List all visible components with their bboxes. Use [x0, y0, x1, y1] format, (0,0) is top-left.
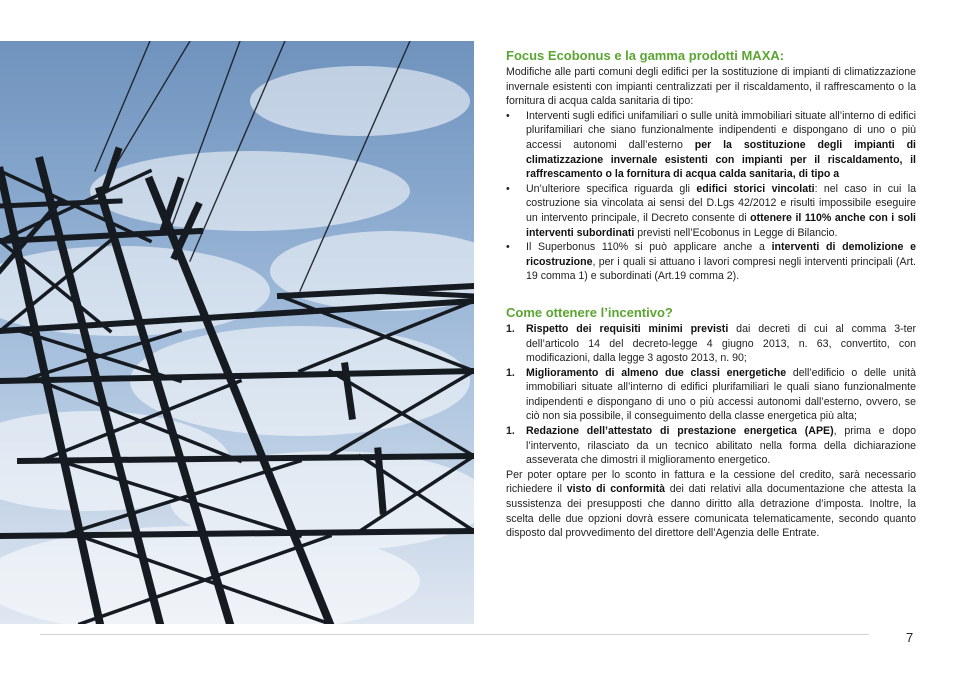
incentive-numbered-list [506, 322, 916, 468]
content-column [506, 48, 916, 541]
page-number: 7 [906, 630, 914, 645]
closing-paragraph: Per poter optare per lo sconto in fattura e la cessione del credito, sarà necessario richiedere il visto di conformità dei dati relativi alla documentazione che attesta la sussistenza dei presupposti che danno diritto alla detrazione d’imposta. Inoltre, la scelta delle due opzioni dovrà essere comunicata telematicamente, secondo quanto disposto dal provvedimento del direttore dell’Agenzia delle Entrate. [506, 468, 916, 540]
bullet-item: • Un’ulteriore specifica riguarda gli edifici storici vincolati: nel caso in cui la costruzione sia vincolata ai sensi del D.Lgs 42/2012 e risulti impossibile eseguire un intervento principale, il Decreto consente di ottenere il 110% anche con i soli interventi subordinati previsti nell’Ecobonus in Legge di Bilancio. [506, 182, 916, 239]
item-number: 1. [506, 425, 515, 438]
item-number: 1. [506, 322, 515, 335]
intro-paragraph: Modifiche alle parti comuni degli edifici per la sostituzione di impianti di climatizzazione invernale esistenti con impianti centralizzati per il riscaldamento, il raffrescamento o la fornitura di acqua calda sanitaria di tipo: [506, 66, 916, 108]
bullet-item: • Interventi sugli edifici unifamiliari o sulle unità immobiliari situate all’interno di edifici plurifamiliari che siano funzionalmente indipendenti e dispongano di uno o più accessi autonomi dall’esterno per la sostituzione degli impianti di climatizzazione invernale esistenti con impianti per il riscaldamento, il raffrescamento o la fornitura di acqua calda sanitaria, di tipo a [506, 109, 916, 181]
footer-divider [40, 634, 869, 635]
section-heading-ecobonus: Focus Ecobonus e la gamma prodotti MAXA: [506, 48, 785, 63]
bullet-item: • Il Superbonus 110% si può applicare anche a interventi di demolizione e ricostruzione, per i quali si attuano i lavori compresi negli interventi principali (Art. 19 comma 1) e subordinati (Art.19 comma 2). [506, 241, 916, 283]
numbered-item: 1. Redazione dell’attestato di prestazione energetica (APE), prima e dopo l’intervento, rilasciato da un tecnico abilitato nella forma della dichiarazione asseverata che dimostri il miglioramento energetico. [506, 425, 916, 467]
numbered-item: 1. Miglioramento di almeno due classi energetiche dell’edificio o delle unità immobiliari situate all’interno di edifici plurifamiliari le quali siano funzionalmente indipendenti e dispongano di uno o più accessi autonomi dall’esterno, ovvero, se ciò non sia possibile, il conseguimento della classe energetica più alta; [506, 366, 916, 423]
ecobonus-bullet-list [506, 109, 916, 284]
numbered-item: 1. Rispetto dei requisiti minimi previsti dai decreti di cui al comma 3-ter dell’articolo 14 del decreto-legge 4 giugno 2013, n. 63, convertito, con modificazioni, dalla legge 3 agosto 2013, n. 90; [506, 322, 916, 365]
bullet-marker: • [506, 182, 510, 195]
item-number: 1. [506, 366, 515, 379]
bullet-marker: • [506, 241, 510, 254]
bullet-marker: • [506, 109, 510, 122]
transmission-tower-photo [0, 41, 474, 624]
section-heading-incentivo: Come ottenere l’incentivo? [506, 304, 673, 320]
